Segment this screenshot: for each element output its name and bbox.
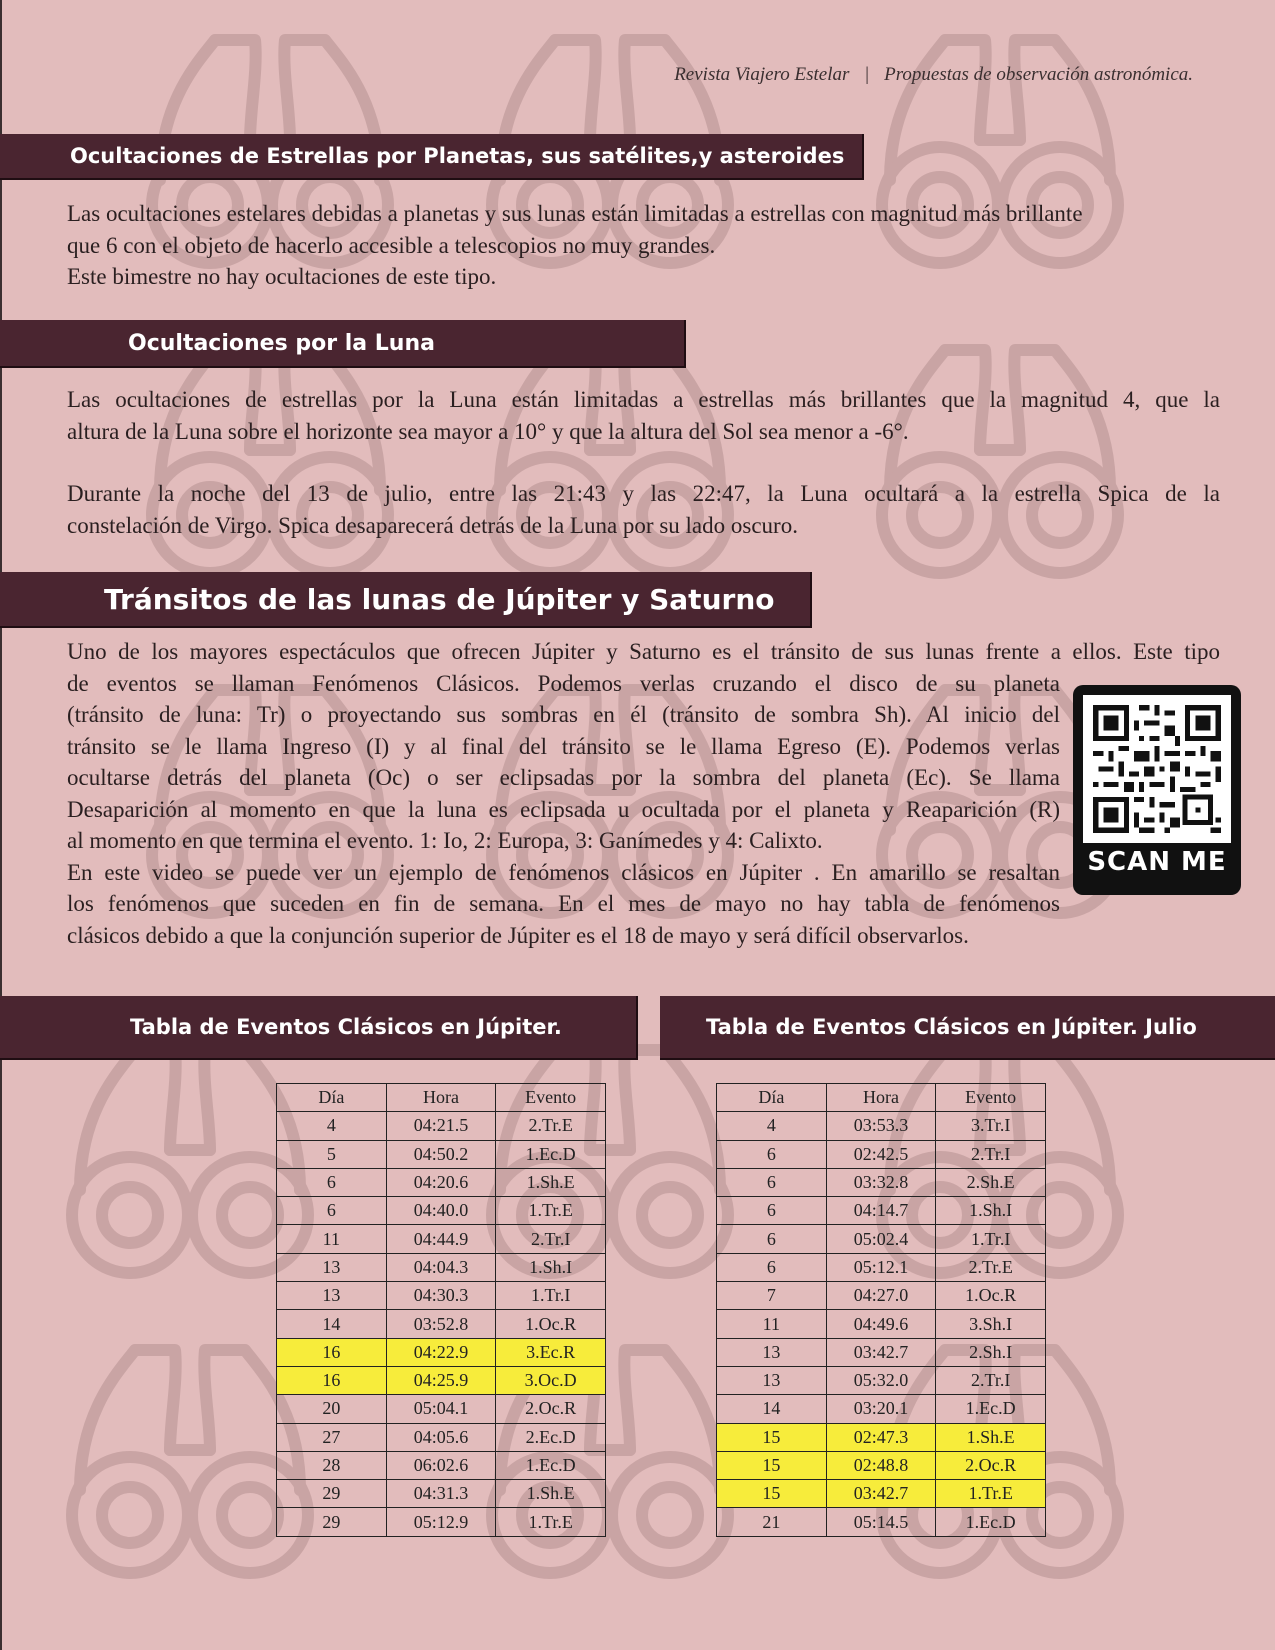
cell-evento: 3.Oc.D bbox=[496, 1366, 606, 1394]
cell-dia: 6 bbox=[717, 1197, 827, 1225]
cell-dia: 15 bbox=[717, 1480, 827, 1508]
cell-dia: 11 bbox=[277, 1225, 387, 1253]
text-line: Desaparición al momento en que la luna es eclipsada u ocultada por el planeta y Reaparición (R) bbox=[67, 796, 1060, 822]
table-row bbox=[717, 1480, 1046, 1508]
cell-hora: 05:02.4 bbox=[826, 1225, 936, 1253]
text-line: al momento en que termina el evento. 1: Io, 2: Europa, 3: Ganímedes y 4: Calixto. bbox=[67, 828, 823, 853]
cell-dia: 11 bbox=[717, 1310, 827, 1338]
cell-dia: 13 bbox=[277, 1282, 387, 1310]
table-row bbox=[277, 1112, 606, 1140]
section-title-planet-occultations: Ocultaciones de Estrellas por Planetas, sus satélites,y asteroides bbox=[0, 134, 864, 180]
cell-evento: 1.Ec.D bbox=[496, 1140, 606, 1168]
moon-transits-text bbox=[67, 636, 1220, 951]
cell-dia: 21 bbox=[717, 1508, 827, 1536]
cell-evento: 1.Sh.I bbox=[496, 1253, 606, 1281]
table-row bbox=[717, 1197, 1046, 1225]
table-row bbox=[277, 1451, 606, 1479]
cell-hora: 04:25.9 bbox=[386, 1366, 496, 1394]
table-row bbox=[277, 1395, 606, 1423]
text-line: Las ocultaciones estelares debidas a planetas y sus lunas están limitadas a estrellas con magnitud más brillante bbox=[67, 201, 1083, 226]
table-row bbox=[277, 1140, 606, 1168]
cell-dia: 15 bbox=[717, 1451, 827, 1479]
cell-dia: 16 bbox=[277, 1338, 387, 1366]
text-line: Este bimestre no hay ocultaciones de este tipo. bbox=[67, 264, 497, 289]
magazine-name: Revista Viajero Estelar bbox=[674, 64, 850, 85]
table-right-title: Tabla de Eventos Clásicos en Júpiter. Julio bbox=[660, 996, 1275, 1060]
cell-evento: 1.Tr.E bbox=[496, 1197, 606, 1225]
text-line: Uno de los mayores espectáculos que ofrecen Júpiter y Saturno es el tránsito de sus lunas frente a ellos. Este tipo bbox=[67, 639, 1220, 664]
table-row bbox=[717, 1168, 1046, 1196]
cell-dia: 20 bbox=[277, 1395, 387, 1423]
table-row bbox=[717, 1451, 1046, 1479]
column-header-dia: Día bbox=[277, 1084, 387, 1112]
cell-hora: 04:05.6 bbox=[386, 1423, 496, 1451]
cell-evento: 1.Tr.E bbox=[936, 1480, 1046, 1508]
cell-evento: 2.Sh.I bbox=[936, 1338, 1046, 1366]
cell-dia: 6 bbox=[717, 1168, 827, 1196]
cell-evento: 1.Oc.R bbox=[936, 1282, 1046, 1310]
cell-evento: 1.Tr.I bbox=[936, 1225, 1046, 1253]
column-header-evento: Evento bbox=[936, 1084, 1046, 1112]
cell-dia: 16 bbox=[277, 1366, 387, 1394]
cell-evento: 1.Sh.E bbox=[496, 1480, 606, 1508]
table-header-row bbox=[277, 1084, 606, 1112]
cell-dia: 6 bbox=[717, 1140, 827, 1168]
text-line: Las ocultaciones de estrellas por la Luna están limitadas a estrellas más brillantes que la magnitud 4, que la bbox=[67, 387, 1220, 412]
cell-hora: 03:32.8 bbox=[826, 1168, 936, 1196]
cell-evento: 2.Tr.I bbox=[936, 1366, 1046, 1394]
cell-evento: 3.Tr.I bbox=[936, 1112, 1046, 1140]
events-table-left bbox=[276, 1083, 606, 1537]
table-row bbox=[277, 1480, 606, 1508]
table-row bbox=[717, 1140, 1046, 1168]
cell-hora: 03:42.7 bbox=[826, 1480, 936, 1508]
cell-evento: 3.Ec.R bbox=[496, 1338, 606, 1366]
table-row bbox=[277, 1197, 606, 1225]
table-left-title: Tabla de Eventos Clásicos en Júpiter. bbox=[0, 996, 638, 1060]
cell-dia: 6 bbox=[277, 1168, 387, 1196]
cell-dia: 28 bbox=[277, 1451, 387, 1479]
cell-hora: 05:12.9 bbox=[386, 1508, 496, 1536]
cell-hora: 05:32.0 bbox=[826, 1366, 936, 1394]
cell-evento: 2.Ec.D bbox=[496, 1423, 606, 1451]
table-row bbox=[277, 1366, 606, 1394]
events-table-right bbox=[716, 1083, 1046, 1537]
text-line: altura de la Luna sobre el horizonte sea mayor a 10° y que la altura del Sol sea menor a -6°. bbox=[67, 418, 909, 444]
cell-evento: 1.Tr.I bbox=[496, 1282, 606, 1310]
table-row bbox=[277, 1225, 606, 1253]
qr-code-icon[interactable] bbox=[1083, 695, 1231, 843]
planet-occultations-text bbox=[67, 198, 1220, 293]
table-row bbox=[717, 1112, 1046, 1140]
cell-evento: 3.Sh.I bbox=[936, 1310, 1046, 1338]
cell-evento: 1.Oc.R bbox=[496, 1310, 606, 1338]
cell-hora: 04:21.5 bbox=[386, 1112, 496, 1140]
table-row bbox=[717, 1395, 1046, 1423]
cell-hora: 04:31.3 bbox=[386, 1480, 496, 1508]
cell-hora: 05:04.1 bbox=[386, 1395, 496, 1423]
cell-hora: 03:20.1 bbox=[826, 1395, 936, 1423]
cell-dia: 13 bbox=[717, 1338, 827, 1366]
text-line: los fenómenos que suceden en fin de semana. En el mes de mayo no hay tabla de fenómenos bbox=[67, 891, 1060, 916]
column-header-dia: Día bbox=[717, 1084, 827, 1112]
table-row bbox=[277, 1423, 606, 1451]
section-title-moon-occultations: Ocultaciones por la Luna bbox=[0, 320, 686, 368]
scan-me-label: SCAN ME bbox=[1087, 847, 1227, 877]
cell-dia: 13 bbox=[717, 1366, 827, 1394]
cell-hora: 03:42.7 bbox=[826, 1338, 936, 1366]
cell-evento: 1.Tr.E bbox=[496, 1508, 606, 1536]
cell-evento: 2.Tr.E bbox=[936, 1253, 1046, 1281]
text-line: de eventos se llaman Fenómenos Clásicos. Podemos verlas cruzando el disco de su planeta bbox=[67, 670, 1060, 696]
cell-hora: 02:48.8 bbox=[826, 1451, 936, 1479]
cell-dia: 6 bbox=[717, 1253, 827, 1281]
qr-code-badge[interactable] bbox=[1073, 685, 1241, 895]
cell-hora: 05:14.5 bbox=[826, 1508, 936, 1536]
text-line: Durante la noche del 13 de julio, entre las 21:43 y las 22:47, la Luna ocultará a la estrella Spica de la bbox=[67, 481, 1220, 506]
cell-dia: 6 bbox=[717, 1225, 827, 1253]
cell-dia: 29 bbox=[277, 1508, 387, 1536]
cell-evento: 1.Ec.D bbox=[936, 1395, 1046, 1423]
column-header-hora: Hora bbox=[826, 1084, 936, 1112]
cell-hora: 02:47.3 bbox=[826, 1423, 936, 1451]
table-row bbox=[277, 1282, 606, 1310]
table-row bbox=[277, 1508, 606, 1536]
cell-evento: 2.Tr.I bbox=[496, 1225, 606, 1253]
cell-dia: 29 bbox=[277, 1480, 387, 1508]
table-row bbox=[717, 1338, 1046, 1366]
section-title-moon-transits: Tránsitos de las lunas de Júpiter y Saturno bbox=[0, 572, 812, 628]
left-frame-line bbox=[0, 0, 2, 1650]
text-line: constelación de Virgo. Spica desaparecerá detrás de la Luna por su lado oscuro. bbox=[67, 512, 798, 538]
cell-dia: 4 bbox=[717, 1112, 827, 1140]
page-header bbox=[674, 64, 1193, 86]
cell-hora: 04:50.2 bbox=[386, 1140, 496, 1168]
cell-evento: 1.Sh.E bbox=[496, 1168, 606, 1196]
cell-hora: 04:40.0 bbox=[386, 1197, 496, 1225]
table-row bbox=[717, 1225, 1046, 1253]
column-header-evento: Evento bbox=[496, 1084, 606, 1112]
table-header-row bbox=[717, 1084, 1046, 1112]
table-row bbox=[717, 1282, 1046, 1310]
table-row bbox=[277, 1310, 606, 1338]
cell-hora: 04:04.3 bbox=[386, 1253, 496, 1281]
cell-evento: 1.Ec.D bbox=[496, 1451, 606, 1479]
magazine-tagline: Propuestas de observación astronómica. bbox=[884, 64, 1193, 85]
cell-dia: 14 bbox=[717, 1395, 827, 1423]
table-row bbox=[717, 1253, 1046, 1281]
cell-dia: 6 bbox=[277, 1197, 387, 1225]
text-line: ocultarse detrás del planeta (Oc) o ser eclipsadas por la sombra del planeta (Ec). Se llama bbox=[67, 765, 1060, 790]
cell-hora: 04:27.0 bbox=[826, 1282, 936, 1310]
table-row bbox=[717, 1508, 1046, 1536]
cell-hora: 04:20.6 bbox=[386, 1168, 496, 1196]
table-row bbox=[717, 1310, 1046, 1338]
cell-dia: 4 bbox=[277, 1112, 387, 1140]
table-row bbox=[277, 1338, 606, 1366]
table-row bbox=[277, 1253, 606, 1281]
text-line: En este video se puede ver un ejemplo de fenómenos clásicos en Júpiter . En amarillo se resaltan bbox=[67, 859, 1060, 885]
cell-hora: 04:22.9 bbox=[386, 1338, 496, 1366]
cell-dia: 5 bbox=[277, 1140, 387, 1168]
cell-dia: 13 bbox=[277, 1253, 387, 1281]
cell-hora: 03:53.3 bbox=[826, 1112, 936, 1140]
moon-occultations-text-1 bbox=[67, 384, 1220, 447]
cell-evento: 1.Sh.E bbox=[936, 1423, 1046, 1451]
cell-hora: 05:12.1 bbox=[826, 1253, 936, 1281]
cell-dia: 15 bbox=[717, 1423, 827, 1451]
header-separator: | bbox=[864, 64, 870, 85]
cell-evento: 2.Tr.I bbox=[936, 1140, 1046, 1168]
cell-dia: 7 bbox=[717, 1282, 827, 1310]
column-header-hora: Hora bbox=[386, 1084, 496, 1112]
cell-hora: 04:14.7 bbox=[826, 1197, 936, 1225]
cell-hora: 04:30.3 bbox=[386, 1282, 496, 1310]
cell-evento: 2.Tr.E bbox=[496, 1112, 606, 1140]
cell-hora: 04:44.9 bbox=[386, 1225, 496, 1253]
text-line: que 6 con el objeto de hacerlo accesible a telescopios no muy grandes. bbox=[67, 232, 716, 258]
text-line: tránsito se le llama Ingreso (I) y al final del tránsito se le llama Egreso (E). Podemos verlas bbox=[67, 733, 1060, 759]
cell-evento: 1.Ec.D bbox=[936, 1508, 1046, 1536]
table-row bbox=[717, 1366, 1046, 1394]
text-line: (tránsito de luna: Tr) o proyectando sus sombras en él (tránsito de sombra Sh). Al inicio del bbox=[67, 702, 1060, 727]
cell-dia: 14 bbox=[277, 1310, 387, 1338]
cell-hora: 02:42.5 bbox=[826, 1140, 936, 1168]
cell-evento: 2.Oc.R bbox=[936, 1451, 1046, 1479]
cell-hora: 06:02.6 bbox=[386, 1451, 496, 1479]
cell-evento: 1.Sh.I bbox=[936, 1197, 1046, 1225]
table-row bbox=[717, 1423, 1046, 1451]
cell-evento: 2.Oc.R bbox=[496, 1395, 606, 1423]
table-row bbox=[277, 1168, 606, 1196]
moon-occultations-text-2 bbox=[67, 478, 1220, 541]
cell-hora: 03:52.8 bbox=[386, 1310, 496, 1338]
cell-evento: 2.Sh.E bbox=[936, 1168, 1046, 1196]
cell-dia: 27 bbox=[277, 1423, 387, 1451]
text-line: clásicos debido a que la conjunción superior de Júpiter es el 18 de mayo y será difícil observarlos. bbox=[67, 922, 969, 948]
cell-hora: 04:49.6 bbox=[826, 1310, 936, 1338]
